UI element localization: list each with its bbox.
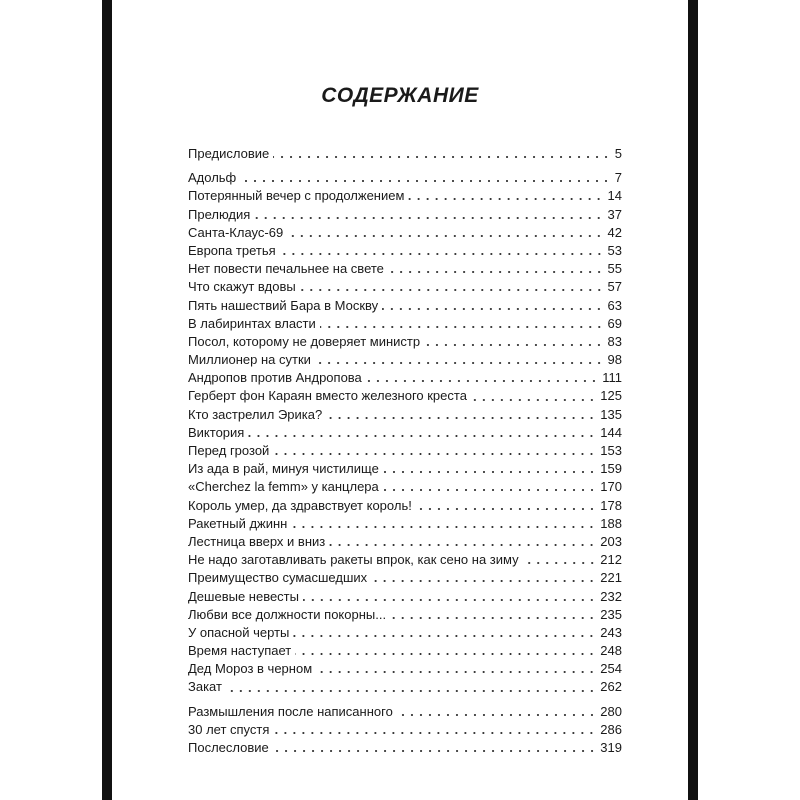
dot-leader (371, 579, 596, 583)
dot-leader (316, 670, 596, 674)
toc-entry-page-number: 159 (600, 461, 622, 477)
dot-leader (329, 543, 596, 547)
toc-entry-title: Андропов против Андропова (188, 370, 362, 386)
toc-entry-page-number: 262 (600, 679, 622, 695)
toc-entry (188, 739, 622, 757)
toc-entry-title: Король умер, да здравствует король! (188, 497, 412, 513)
toc-entry (188, 145, 622, 163)
toc-entry (188, 351, 622, 369)
dot-leader (383, 470, 596, 474)
contents-heading: СОДЕРЖАНИЕ (321, 84, 479, 107)
toc-entry-page-number: 178 (600, 497, 622, 513)
toc-entry-title: 30 лет спустя (188, 721, 270, 737)
toc-entry-page-number: 111 (602, 370, 622, 386)
toc-entry-title: Пять нашествий Бара в Москву (188, 297, 379, 313)
toc-entry (188, 387, 622, 405)
dot-leader (226, 689, 596, 693)
toc-entry (188, 224, 622, 242)
toc-entry-title: Дед Мороз в черном (188, 661, 313, 677)
toc-entry-title: Предисловие (188, 146, 270, 161)
toc-entry-title: Посол, которому не доверяет министр (188, 333, 421, 349)
toc-entry-title: В лабиринтах власти (188, 315, 316, 331)
toc-entry (188, 624, 622, 642)
toc-entry (188, 424, 622, 442)
toc-entry-page-number: 125 (600, 388, 622, 404)
toc-entry-title: Любви все должности покорны... (188, 606, 387, 622)
dot-leader (287, 234, 603, 238)
toc-entry-title: Нет повести печальнее на свете (188, 261, 384, 277)
toc-entry (188, 606, 622, 624)
toc-entry-page-number: 69 (607, 315, 622, 331)
toc-entry (188, 187, 622, 205)
dot-leader (366, 379, 598, 383)
toc-entry-title: У опасной черты (188, 624, 290, 640)
toc-entry (188, 660, 622, 678)
toc-entry-title: Не надо заготавливать ракеты впрок, как сено на зиму (188, 552, 519, 568)
toc-entry-title: Виктория (188, 424, 245, 440)
dot-leader (273, 731, 596, 735)
toc-entry (188, 703, 622, 721)
toc-entry-page-number: 135 (600, 406, 622, 422)
toc-entry-page-number: 280 (600, 703, 622, 719)
dot-leader (273, 749, 597, 753)
toc-entry-title: Миллионер на сутки (188, 352, 311, 368)
toc-entry-page-number: 55 (607, 261, 622, 277)
dot-leader (523, 561, 597, 565)
toc-entry-page-number: 5 (614, 146, 622, 161)
toc-entry-title: Лестница вверх и вниз (188, 533, 326, 549)
dot-leader (424, 343, 603, 347)
dot-leader (326, 416, 596, 420)
toc-entry-page-number: 212 (600, 552, 622, 568)
toc-entry (188, 588, 622, 606)
toc-entry (188, 297, 622, 315)
toc-entry (188, 442, 622, 460)
toc-entry-page-number: 235 (600, 606, 622, 622)
toc-entry-title: Европа третья (188, 242, 276, 258)
toc-entry (188, 721, 622, 739)
toc-entry (188, 333, 622, 351)
dot-leader (240, 179, 611, 183)
dot-leader (300, 288, 604, 292)
toc-entry-title: Послесловие (188, 740, 269, 755)
dot-leader (273, 452, 596, 456)
dot-leader (390, 616, 596, 620)
toc-entry-title: Санта-Клаус-69 (188, 224, 284, 240)
dot-leader (408, 197, 603, 201)
toc-entry-title: Размышления после написанного (188, 703, 393, 719)
toc-entry (188, 278, 622, 296)
toc-entry-page-number: 63 (607, 297, 622, 313)
toc-entry-title: Адольф (188, 170, 237, 186)
dot-leader (382, 307, 603, 311)
dot-leader (248, 434, 596, 438)
toc-entry (188, 642, 622, 660)
toc-entry-page-number: 248 (600, 643, 622, 659)
toc-entry (188, 478, 622, 496)
toc-entry-title: «Cherchez la femm» у канцлера (188, 479, 379, 495)
dot-leader (291, 525, 596, 529)
table-of-contents (188, 145, 622, 757)
toc-entry-page-number: 188 (600, 515, 622, 531)
dot-leader (471, 398, 596, 402)
dot-leader (273, 155, 611, 159)
dot-leader (383, 488, 597, 492)
toc-entry-page-number: 153 (600, 443, 622, 458)
toc-entry (188, 206, 622, 224)
toc-entry-title: Закат (188, 679, 222, 695)
toc-entry-page-number: 286 (600, 721, 622, 737)
toc-entry-title: Герберт фон Караян вместо железного креста (188, 388, 467, 404)
toc-entry-title: Из ада в рай, минуя чистилище (188, 461, 379, 477)
toc-entry-page-number: 319 (600, 740, 622, 755)
toc-entry (188, 460, 622, 478)
dot-leader (388, 270, 604, 274)
toc-entry-title: Перед грозой (188, 443, 270, 458)
dot-leader (280, 252, 604, 256)
toc-entry (188, 678, 622, 696)
toc-entry-page-number: 98 (607, 352, 622, 368)
toc-entry (188, 569, 622, 587)
toc-entry (188, 242, 622, 260)
dot-leader (315, 361, 604, 365)
toc-entry (188, 169, 622, 187)
dot-leader (397, 713, 596, 717)
toc-entry (188, 533, 622, 551)
toc-entry-page-number: 14 (607, 188, 622, 204)
toc-entry-page-number: 37 (607, 206, 622, 222)
toc-entry-title: Дешевые невесты (188, 588, 299, 604)
toc-entry-page-number: 170 (600, 479, 622, 495)
toc-entry (188, 551, 622, 569)
dot-leader (303, 598, 596, 602)
toc-entry-page-number: 144 (600, 424, 622, 440)
toc-entry-title: Что скажут вдовы (188, 279, 296, 295)
toc-entry-page-number: 57 (607, 279, 622, 295)
toc-entry-title: Время наступает (188, 643, 292, 659)
toc-entry-page-number: 243 (600, 624, 622, 640)
toc-entry-title: Кто застрелил Эрика? (188, 406, 323, 422)
toc-entry-page-number: 83 (607, 333, 622, 349)
dot-leader (416, 507, 596, 511)
dot-leader (295, 652, 596, 656)
toc-entry-title: Ракетный джинн (188, 515, 288, 531)
dot-leader (320, 325, 604, 329)
toc-entry-page-number: 232 (600, 588, 622, 604)
toc-entry (188, 406, 622, 424)
toc-entry-page-number: 203 (600, 533, 622, 549)
toc-entry (188, 497, 622, 515)
toc-entry-title: Прелюдия (188, 206, 251, 222)
toc-entry (188, 315, 622, 333)
toc-entry (188, 515, 622, 533)
toc-entry-title: Потерянный вечер с продолжением (188, 188, 405, 204)
toc-entry-page-number: 42 (607, 224, 622, 240)
toc-entry-page-number: 7 (614, 170, 622, 186)
toc-entry-title: Преимущество сумасшедших (188, 570, 368, 586)
dot-leader (293, 634, 596, 638)
dot-leader (254, 216, 603, 220)
toc-entry (188, 369, 622, 387)
toc-entry (188, 260, 622, 278)
toc-entry-page-number: 254 (600, 661, 622, 677)
toc-entry-page-number: 53 (607, 242, 622, 258)
toc-entry-page-number: 221 (600, 570, 622, 586)
